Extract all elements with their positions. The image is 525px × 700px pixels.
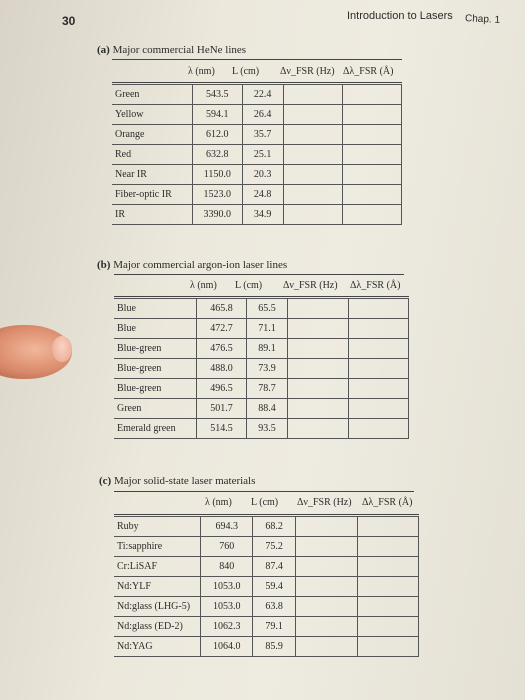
row-name: Emerald green [114,419,197,439]
row-name: Cr:LiSAF [114,557,201,577]
row-fsr-angstrom [342,185,401,205]
chapter-label: Chap. 1 [464,13,501,26]
section-title: Major commercial HeNe lines [112,44,247,56]
row-name: Blue [114,319,197,339]
row-length: 25.1 [242,145,283,165]
row-length: 87.4 [253,557,296,577]
row-name: Nd:glass (ED-2) [114,617,201,637]
row-name: Nd:YLF [114,577,201,597]
running-title: Introduction to Lasers [347,10,453,22]
table-b [114,298,409,439]
row-fsr-hz [283,145,342,165]
row-fsr-hz [296,637,357,657]
table-row [114,399,409,419]
row-wavelength: 1053.0 [201,577,253,597]
row-fsr-angstrom [357,577,418,597]
col-lambda: λ (nm) [188,66,215,77]
row-fsr-hz [296,537,357,557]
col-length: L (cm) [235,280,263,291]
row-wavelength: 501.7 [197,399,247,419]
table-row [114,637,419,657]
row-wavelength: 1064.0 [201,637,253,657]
table-row [112,125,402,145]
rule [112,59,402,60]
row-fsr-hz [283,185,342,205]
section-caption: (c) Major solid-state laser materials [99,475,256,487]
row-length: 59.4 [253,577,296,597]
row-fsr-hz [296,557,357,577]
row-fsr-angstrom [342,165,401,185]
table-row [114,617,419,637]
table-row [114,577,419,597]
row-name: Green [112,85,193,105]
row-fsr-hz [296,577,357,597]
table-a [112,84,402,225]
row-name: Blue-green [114,379,197,399]
row-length: 34.9 [242,205,283,225]
row-wavelength: 840 [201,557,253,577]
row-length: 68.2 [253,517,296,537]
row-wavelength: 760 [201,537,253,557]
row-wavelength: 612.0 [193,125,243,145]
row-fsr-hz [283,125,342,145]
row-fsr-hz [283,205,342,225]
row-fsr-angstrom [348,419,408,439]
row-name: IR [112,205,193,225]
row-fsr-angstrom [357,537,418,557]
table-c [114,516,419,657]
col-dnu: Δν_FSR (Hz) [283,280,338,291]
table-row [112,105,402,125]
row-wavelength: 476.5 [197,339,247,359]
row-length: 85.9 [253,637,296,657]
table-row [114,339,409,359]
row-wavelength: 488.0 [197,359,247,379]
table-row [114,299,409,319]
row-length: 22.4 [242,85,283,105]
row-fsr-hz [283,105,342,125]
row-name: Orange [112,125,193,145]
section-title: Major solid-state laser materials [113,475,256,487]
table-row [112,145,402,165]
row-fsr-hz [283,85,342,105]
row-length: 35.7 [242,125,283,145]
thumbnail-photo [52,336,72,362]
row-length: 78.7 [246,379,287,399]
table-row [114,537,419,557]
row-length: 75.2 [253,537,296,557]
row-fsr-angstrom [348,299,408,319]
row-fsr-angstrom [348,399,408,419]
row-fsr-angstrom [348,339,408,359]
row-wavelength: 1053.0 [201,597,253,617]
row-name: Nd:glass (LHG-5) [114,597,201,617]
table-row [114,419,409,439]
row-wavelength: 694.3 [201,517,253,537]
row-fsr-angstrom [357,557,418,577]
row-length: 89.1 [246,339,287,359]
row-name: Fiber-optic IR [112,185,193,205]
row-fsr-hz [296,517,357,537]
table-row [112,85,402,105]
row-fsr-angstrom [357,597,418,617]
row-fsr-hz [288,379,348,399]
table-row [114,557,419,577]
row-name: Near IR [112,165,193,185]
row-fsr-hz [288,359,348,379]
row-fsr-hz [296,617,357,637]
row-fsr-angstrom [357,637,418,657]
row-fsr-angstrom [348,379,408,399]
row-name: Blue [114,299,197,319]
table-row [114,319,409,339]
table-row [112,185,402,205]
row-wavelength: 1150.0 [193,165,243,185]
row-fsr-hz [283,165,342,185]
row-wavelength: 1523.0 [193,185,243,205]
table-row [114,379,409,399]
col-dnu: Δν_FSR (Hz) [280,66,335,77]
section-caption: (b) Major commercial argon-ion laser lines [97,259,288,271]
row-wavelength: 496.5 [197,379,247,399]
row-length: 63.8 [253,597,296,617]
row-length: 88.4 [246,399,287,419]
row-fsr-angstrom [348,359,408,379]
row-wavelength: 3390.0 [193,205,243,225]
row-fsr-hz [288,339,348,359]
row-fsr-angstrom [342,205,401,225]
row-name: Blue-green [114,339,197,359]
row-name: Ti:sapphire [114,537,201,557]
row-length: 93.5 [246,419,287,439]
table-row [112,205,402,225]
col-dnu: Δν_FSR (Hz) [297,497,352,508]
row-fsr-hz [296,597,357,617]
section-title: Major commercial argon-ion laser lines [113,259,288,271]
col-lambda: λ (nm) [190,280,217,291]
row-wavelength: 543.5 [193,85,243,105]
row-fsr-angstrom [342,105,401,125]
row-wavelength: 594.1 [193,105,243,125]
row-name: Blue-green [114,359,197,379]
row-fsr-hz [288,319,348,339]
row-length: 26.4 [242,105,283,125]
row-fsr-angstrom [348,319,408,339]
section-caption: (a) Major commercial HeNe lines [97,44,247,56]
row-fsr-hz [288,299,348,319]
row-wavelength: 1062.3 [201,617,253,637]
col-dlambda: Δλ_FSR (Å) [350,280,401,291]
row-fsr-angstrom [342,125,401,145]
row-name: Yellow [112,105,193,125]
table-row [114,597,419,617]
table-row [112,165,402,185]
row-wavelength: 632.8 [193,145,243,165]
row-fsr-hz [288,399,348,419]
page-number: 30 [62,14,76,28]
col-lambda: λ (nm) [205,497,232,508]
row-fsr-angstrom [342,145,401,165]
row-fsr-angstrom [342,85,401,105]
row-name: Nd:YAG [114,637,201,657]
col-length: L (cm) [232,66,260,77]
col-dlambda: Δλ_FSR (Å) [362,497,413,508]
row-fsr-angstrom [357,517,418,537]
col-dlambda: Δλ_FSR (Å) [343,66,394,77]
col-length: L (cm) [251,497,279,508]
row-name: Ruby [114,517,201,537]
table-row [114,359,409,379]
row-name: Red [112,145,193,165]
row-wavelength: 472.7 [197,319,247,339]
row-length: 65.5 [246,299,287,319]
row-wavelength: 514.5 [197,419,247,439]
row-length: 71.1 [246,319,287,339]
row-length: 24.8 [242,185,283,205]
row-length: 20.3 [242,165,283,185]
row-name: Green [114,399,197,419]
row-fsr-hz [288,419,348,439]
row-length: 73.9 [246,359,287,379]
row-length: 79.1 [253,617,296,637]
table-row [114,517,419,537]
row-wavelength: 465.8 [197,299,247,319]
row-fsr-angstrom [357,617,418,637]
